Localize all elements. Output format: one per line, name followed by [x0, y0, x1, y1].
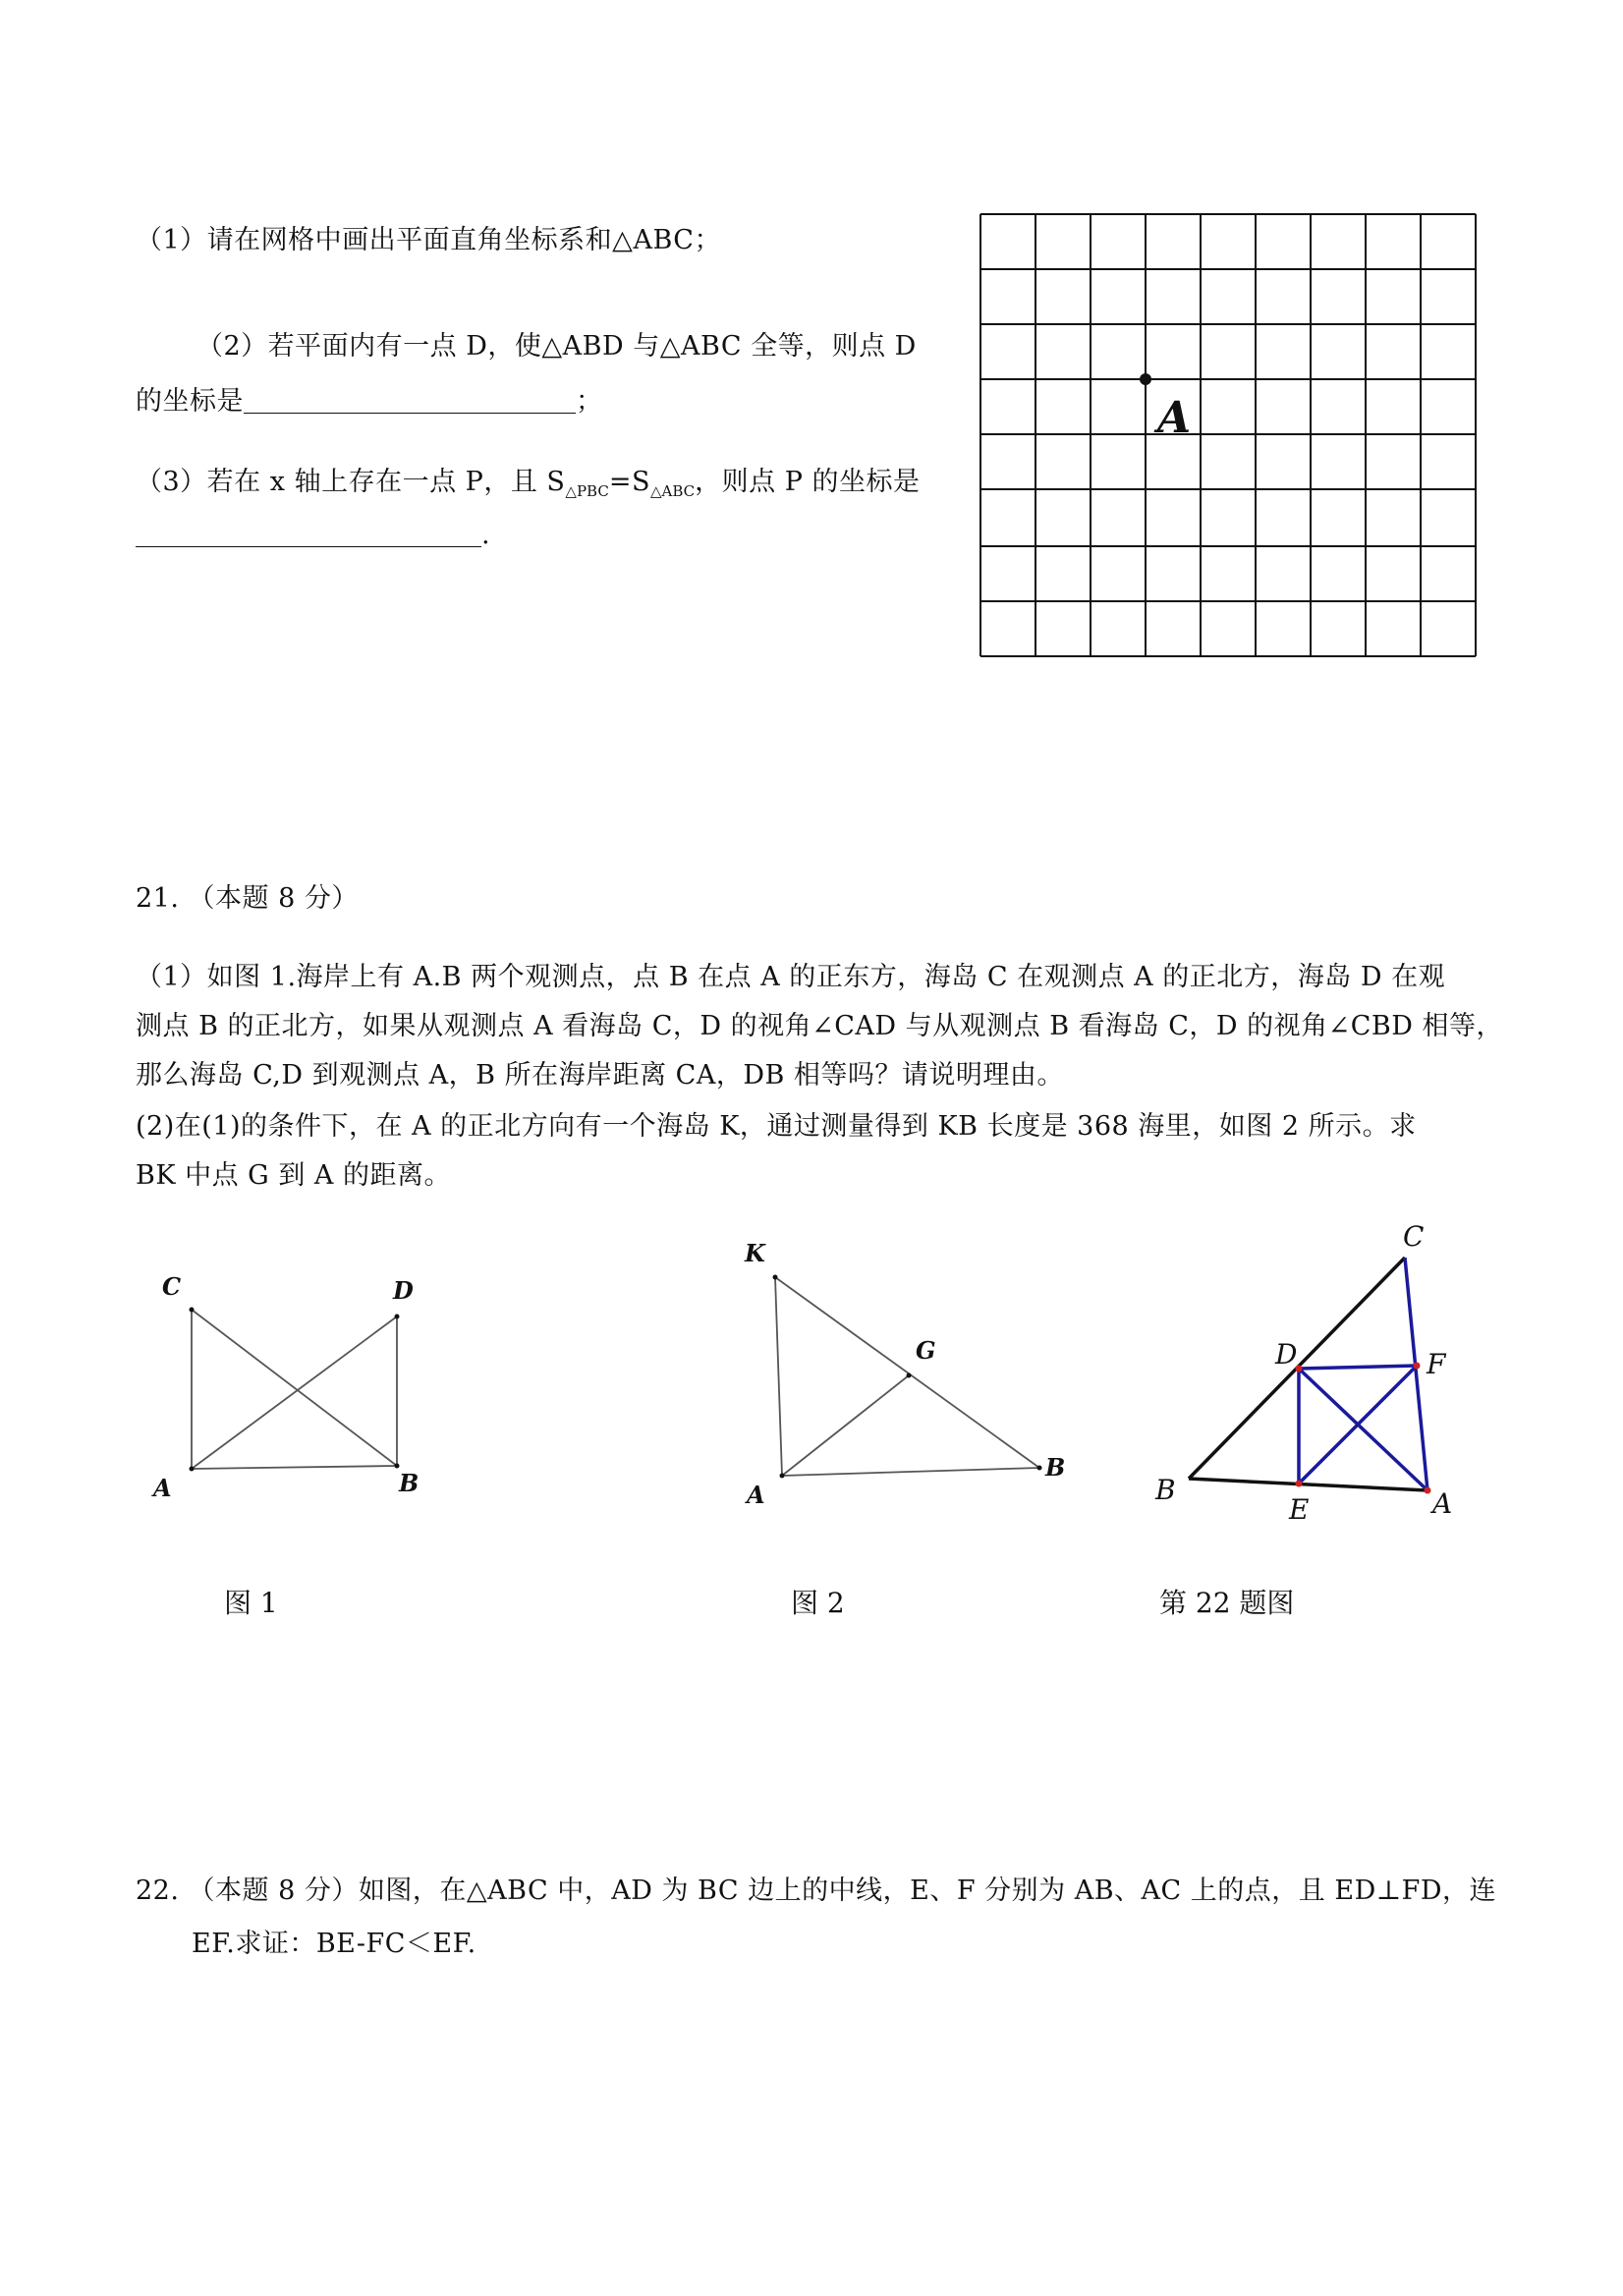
q20-part2-suffix: ； [576, 386, 603, 417]
figure-22-blue [1299, 1258, 1427, 1490]
fig1-label-d: D [393, 1276, 414, 1305]
q20-part3-line1: （3）若在 x 轴上存在一点 P，且 $S_{\triangle PBC}=S_{\triangle ABC}$，则点 P 的坐标是 [136, 467, 921, 500]
subscript-pbc: △PBC [565, 482, 609, 500]
q21-p1-line1: （1）如图 1.海岸上有 A.B 两个观测点，点 B 在点 A 的正东方，海岛 C 在观测点 A 的正北方，海岛 D 在观 [136, 962, 1446, 992]
q21-p1-line3: 那么海岛 C,D 到观测点 A，B 所在海岸距离 CA，DB 相等吗？请说明理由。 [136, 1060, 1064, 1091]
q21-p2-line2: BK 中点 G 到 A 的距离。 [136, 1160, 451, 1191]
grid-point-a-label: A [1157, 393, 1192, 443]
q22-line2: EF.求证：BE-FC＜EF. [192, 1929, 476, 1959]
figure-1 [192, 1310, 397, 1469]
fig22-label-f: F [1427, 1348, 1446, 1380]
q21-p1-line2: 测点 B 的正北方，如果从观测点 A 看海岛 C，D 的视角∠CAD 与从观测点 B 看海岛 C，D 的视角∠CBD 相等， [136, 1011, 1503, 1041]
q22-line1: 22. （本题 8 分）如图，在△ABC 中，AD 为 BC 边上的中线，E、F 分别为 AB、AC 上的点，且 ED⊥FD，连 [136, 1876, 1497, 1906]
fig2-label-a: A [747, 1481, 765, 1509]
grid-point-a [1140, 373, 1151, 385]
q20-part1: （1）请在网格中画出平面直角坐标系和△ABC； [136, 225, 721, 255]
q20-part2-line1: （2）若平面内有一点 D，使△ABD 与△ABC 全等，则点 D [196, 331, 917, 362]
fig1-label-b: B [399, 1469, 420, 1497]
fig1-caption: 图 1 [224, 1587, 278, 1619]
fig22-label-a: A [1432, 1487, 1453, 1520]
fig2-label-k: K [745, 1239, 765, 1267]
fig22-caption: 第 22 题图 [1159, 1587, 1295, 1619]
subscript-abc: △ABC [649, 482, 696, 500]
q21-p2-line1: (2)在(1)的条件下，在 A 的正北方向有一个海岛 K，通过测量得到 KB 长度是 368 海里，如图 2 所示。求 [136, 1111, 1417, 1142]
fig1-label-c: C [162, 1272, 182, 1301]
fig22-label-d: D [1275, 1338, 1298, 1371]
fig22-label-b: B [1155, 1474, 1176, 1506]
q20-part3-line2: . [136, 521, 490, 550]
fig2-label-b: B [1045, 1453, 1066, 1482]
q20-part2-prefix: 的坐标是 [136, 386, 244, 417]
coordinate-grid[interactable] [980, 214, 1476, 656]
q21-heading: 21. （本题 8 分） [136, 883, 359, 914]
fig2-caption: 图 2 [791, 1587, 845, 1619]
fig1-label-a: A [153, 1474, 172, 1502]
fig22-label-e: E [1289, 1493, 1310, 1526]
fig22-label-c: C [1403, 1220, 1425, 1253]
fig2-label-g: G [916, 1336, 936, 1365]
